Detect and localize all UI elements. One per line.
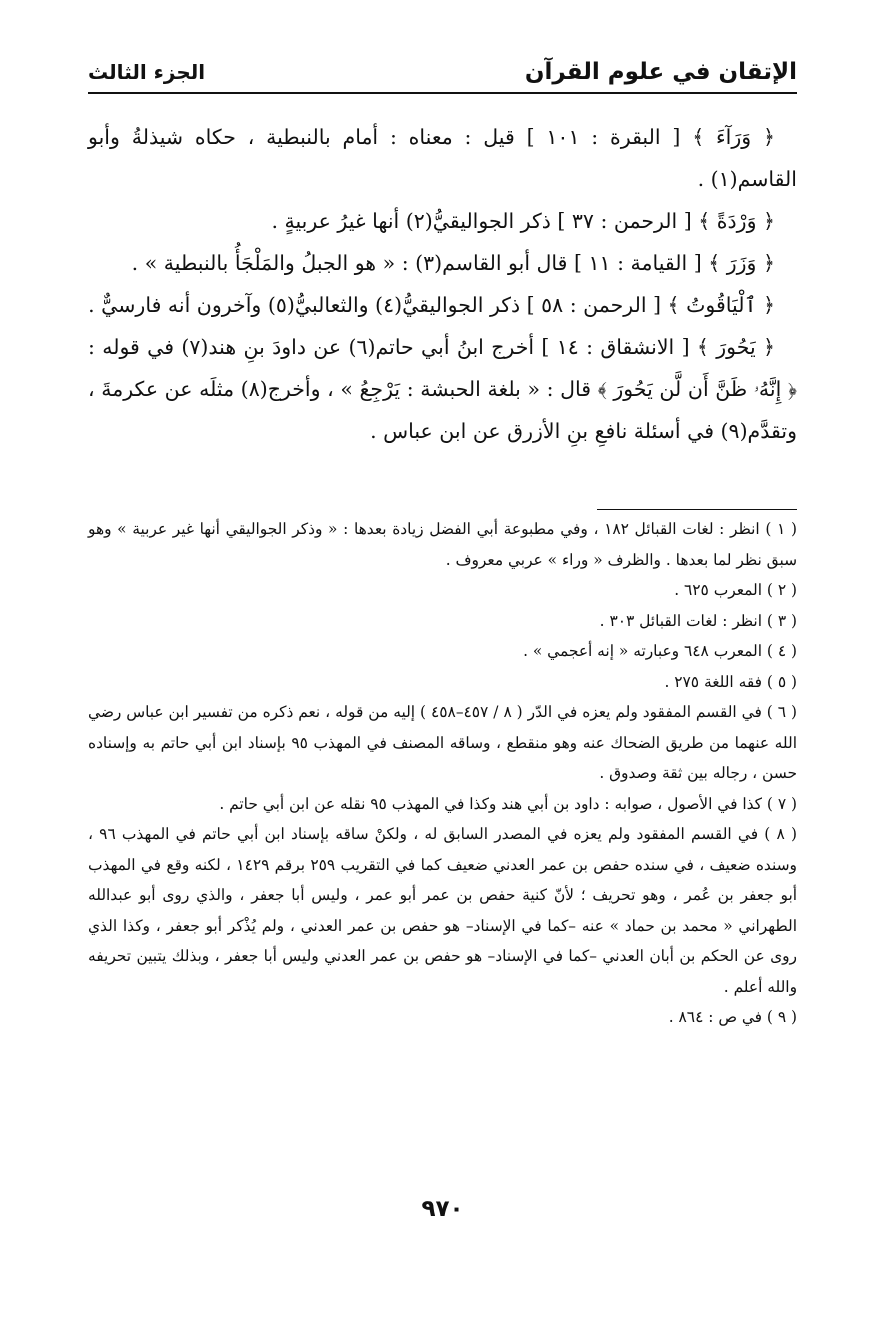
footnote-5 — [88, 667, 797, 698]
footnote-text: المعرب ٦٤٨ وعبارته « إنه أعجمي » . — [523, 642, 762, 660]
entry-yaqut: ﴿ ٱلْيَاقُوتُ ﴾ [ الرحمن : ٥٨ ] ذكر الجواليقيُّ(٤) والثعالبيُّ(٥) وآخرون أنه فارسيٌّ . — [88, 293, 775, 317]
footnote-2 — [88, 575, 797, 606]
footnote-text: انظر : لغات القبائل ١٨٢ ، وفي مطبوعة أبي الفضل زيادة بعدها : « وذكر الجواليقي أنها غير عربية » وهو سبق نظر لما بعدها . والظرف « وراء » عربي معروف . — [88, 520, 797, 569]
footnote-8 — [88, 819, 797, 1002]
entry-warda: ﴿ وَرْدَةً ﴾ [ الرحمن : ٣٧ ] ذكر الجواليقيُّ(٢) أنها غيرُ عربيةٍ . — [271, 209, 775, 233]
footnote-text: كذا في الأصول ، صوابه : داود بن أبي هند وكذا في المهذب ٩٥ نقله عن ابن أبي حاتم . — [219, 794, 762, 813]
footnote-number: ( ٢ ) — [766, 581, 797, 599]
footnote-number: ( ٨ ) — [764, 825, 797, 843]
footnote-text: المعرب ٦٢٥ . — [674, 581, 762, 599]
entry-wazar: ﴿ وَزَرَ ﴾ [ القيامة : ١١ ] قال أبو القاسم(٣) : « هو الجبلُ والمَلْجَأُ بالنبطية » . — [131, 251, 775, 275]
footnote-3 — [88, 606, 797, 637]
footnote-number: ( ٤ ) — [766, 642, 797, 660]
footnote-1 — [88, 514, 797, 575]
entry-waraa: ﴿ وَرَآءَ ﴾ [ البقرة : ١٠١ ] قيل : معناه : أمام بالنبطية ، حكاه شيذلةُ وأبو القاسم(١) . — [88, 125, 797, 191]
book-title: الإتقان في علوم القرآن — [524, 59, 797, 85]
main-text — [88, 116, 797, 452]
footnote-9 — [88, 1002, 797, 1033]
footnote-4 — [88, 636, 797, 667]
footnote-number: ( ٦ ) — [766, 703, 797, 721]
footnote-number: ( ٥ ) — [766, 672, 797, 691]
footnote-7 — [88, 789, 797, 820]
footnote-number: ( ١ ) — [765, 520, 797, 538]
footnote-number: ( ٣ ) — [766, 611, 797, 630]
page-number: ٩٧٠ — [421, 1196, 464, 1222]
footnote-number: ( ٩ ) — [766, 1008, 797, 1026]
footnote-text: انظر : لغات القبائل ٣٠٣ . — [599, 611, 762, 630]
footnote-text: فقه اللغة ٢٧٥ . — [664, 672, 762, 691]
volume-label: الجزء الثالث — [88, 60, 206, 84]
footnote-text: في ص : ٨٦٤ . — [668, 1008, 762, 1026]
footnote-text: في القسم المفقود ولم يعزه في المصدر السابق له ، ولكنْ ساقه بإسناد ابن أبي حاتم في المهذب ٩٦ ، وسنده ضعيف ، في سنده حفص بن عمر العدني ضعيف كما في التقريب ٢٥٩ برقم ١٤٢٩ ، لكنه وقع في المهذب أبو جعفر بن عُمر ، وهو تحريف ؛ لأنّ كنية حفص بن عمر أبو عمر ، وليس أبا جعفر ، والذي روى أبو عبدالله الطهراني « محمد بن حماد » عنه –كما في الإسناد– هو حفص بن عمر العدني ، ولم يُذْكر أبو جعفر ، وكذا الذي روى عن الحكم بن أبان العدني –كما في الإسناد– هو حفص بن عمر العدني وليس أبا جعفر ، وبذلك يتبين تحريفه والله أعلم . — [88, 825, 797, 996]
footnote-text: في القسم المفقود ولم يعزه في الدّر ( ٨ / ٤٥٧–٤٥٨ ) إليه من قوله ، نعم ذكره من تفسير ابن عباس رضي الله عنهما من طريق الضحاك عنه وهو منقطع ، وساقه المصنف في المهذب ٩٥ بإسناد ابن أبي حاتم به وإسناده حسن ، رجاله بين ثقة وصدوق . — [88, 703, 797, 782]
footnotes — [88, 514, 797, 1033]
footnote-number: ( ٧ ) — [766, 794, 797, 813]
footnote-6 — [88, 697, 797, 789]
entry-yahur: ﴿ يَحُورَ ﴾ [ الانشقاق : ١٤ ] أخرج ابنُ أبي حاتم(٦) عن داودَ بنِ هند(٧) في قوله : ﴿ إِنَّهُۥ ظَنَّ أَن لَّن يَحُورَ ﴾ قال : « بلغة الحبشة : يَرْجِعُ » ، وأخرج(٨) مثلَه عن عكرمةَ ، وتقدَّم(٩) في أسئلة نافعِ بنِ الأزرق عن ابن عباس . — [88, 335, 797, 443]
running-header — [88, 52, 797, 94]
footnote-separator — [597, 509, 797, 510]
